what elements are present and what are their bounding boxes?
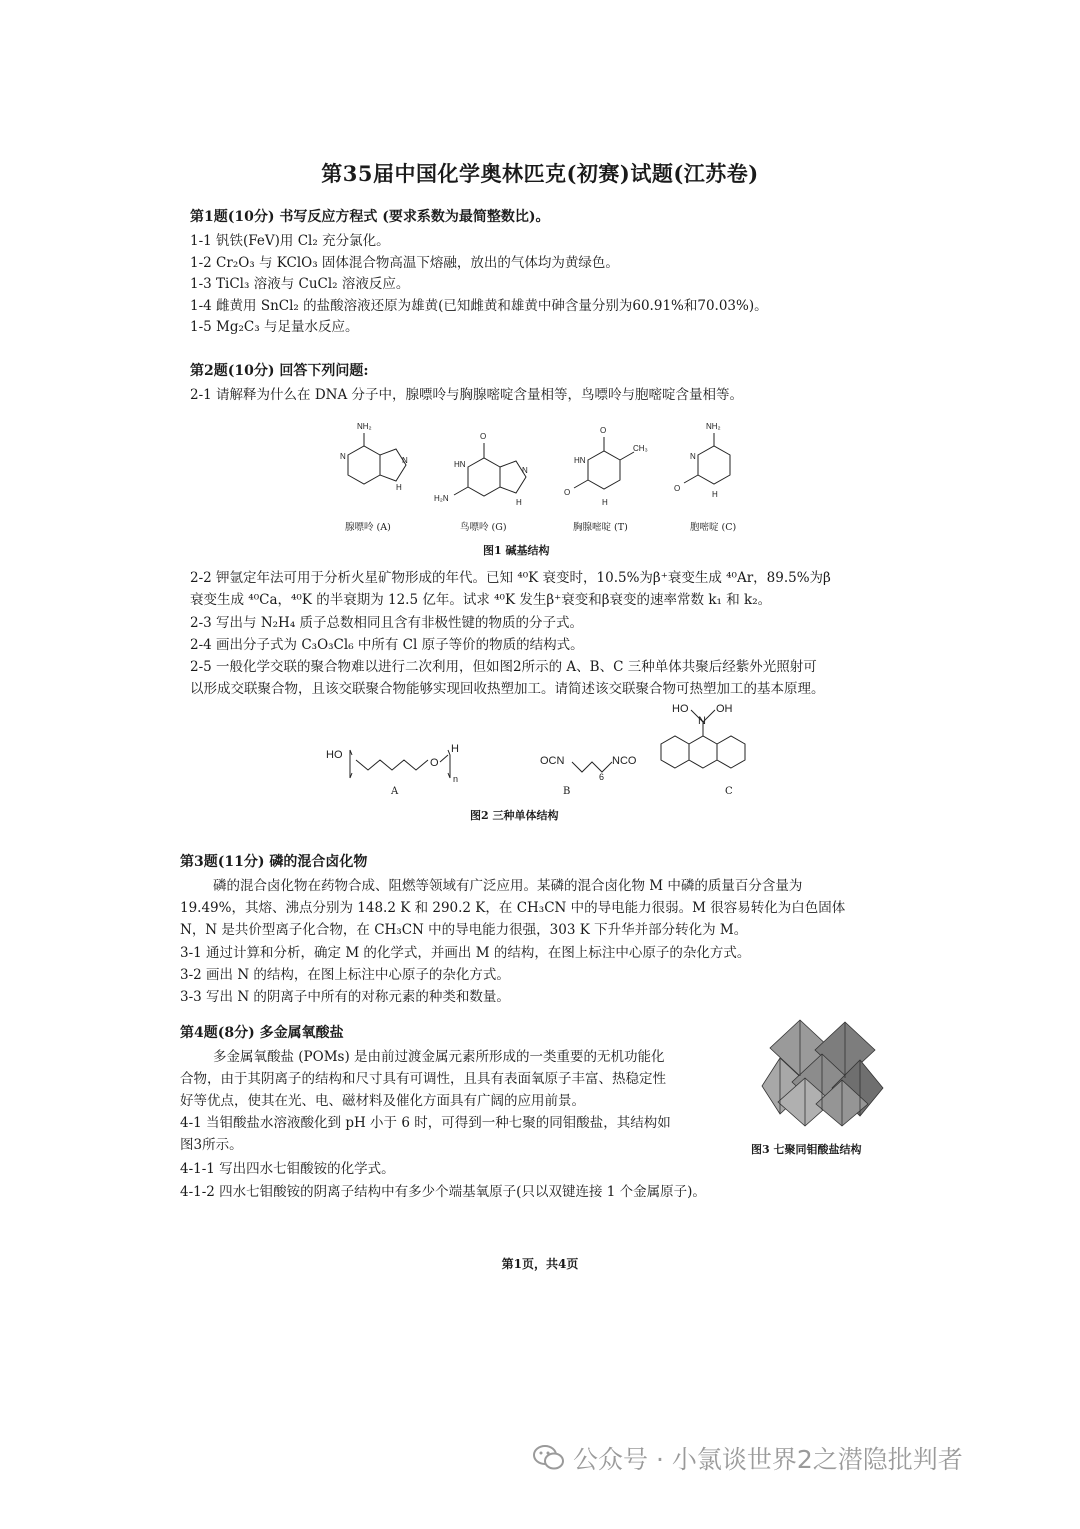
adenine-nh2: NH₂ xyxy=(357,422,372,431)
monomer-c-ho: HO xyxy=(672,703,689,715)
adenine-n2: N xyxy=(402,456,408,465)
q1-item-4: 1-4 雌黄用 SnCl₂ 的盐酸溶液还原为雄黄(已知雌黄和雄黄中砷含量分别为60.91%和70.03%)。 xyxy=(190,298,768,314)
guanine-h: H xyxy=(516,498,522,507)
monomer-a-ho: HO xyxy=(326,749,343,761)
q2-1-text: 2-1 请解释为什么在 DNA 分子中，腺嘌呤与胸腺嘧啶含量相等，鸟嘌呤与胞嘧啶含量相等。 xyxy=(190,387,743,403)
guanine-n: N xyxy=(522,466,528,475)
monomer-c-oh: OH xyxy=(716,703,733,715)
monomer-b-nco: NCO xyxy=(612,755,637,767)
wechat-icon xyxy=(533,1444,565,1472)
page-footer: 第1页，共4页 xyxy=(501,1257,579,1271)
cytosine-nh2: NH₂ xyxy=(706,422,721,431)
fig1-label-g: 鸟嘌呤 (G) xyxy=(460,522,507,533)
q4-para-1: 多金属氧酸盐 (POMs) 是由前过渡金属元素所形成的一类重要的无机功能化 xyxy=(213,1049,665,1065)
fig1-caption: 图1 碱基结构 xyxy=(483,544,550,557)
monomer-a-n: n xyxy=(453,774,459,784)
figure-1-base-structures xyxy=(320,415,750,535)
q2-3-text: 2-3 写出与 N₂H₄ 质子总数相同且含有非极性键的物质的分子式。 xyxy=(190,615,584,631)
thymine-o-top: O xyxy=(600,426,607,435)
q3-item-2: 3-2 画出 N 的结构，在图上标注中心原子的杂化方式。 xyxy=(180,967,510,983)
q4-heading: 第4题(8分) 多金属氧酸盐 xyxy=(180,1025,344,1041)
q3-para-3: N，N 是共价型离子化合物，在 CH₃CN 中的导电能力很强，303 K 下升华并部分转化为 M。 xyxy=(180,922,748,938)
q4-para-2: 合物，由于其阴离子的结构和尺寸具有可调性，且具有表面氧原子丰富、热稳定性 xyxy=(180,1071,666,1087)
thymine-hn: HN xyxy=(574,456,586,465)
q1-item-1: 1-1 钒铁(FeV)用 Cl₂ 充分氯化。 xyxy=(190,233,390,249)
fig1-label-c: 胞嘧啶 (C) xyxy=(690,522,737,533)
q2-2-text-a: 2-2 钾氩定年法可用于分析火星矿物形成的年代。已知 ⁴⁰K 衰变时，10.5%为β⁺衰变生成 ⁴⁰Ar，89.5%为β xyxy=(190,570,831,586)
q1-item-2: 1-2 Cr₂O₃ 与 KClO₃ 固体混合物高温下熔融，放出的气体均为黄绿色。 xyxy=(190,255,619,271)
fig1-label-a: 腺嘌呤 (A) xyxy=(345,522,391,533)
monomer-b-6: 6 xyxy=(599,772,605,782)
monomer-b-ocn: OCN xyxy=(540,755,565,767)
q4-para-3: 好等优点，使其在光、电、磁材料及催化方面具有广阔的应用前景。 xyxy=(180,1093,585,1109)
q3-item-3: 3-3 写出 N 的阴离子中所有的对称元素的种类和数量。 xyxy=(180,989,510,1005)
thymine-ch3: CH₃ xyxy=(633,444,648,453)
q2-5-text-b: 以形成交联聚合物，且该交联聚合物能够实现回收热塑加工。请简述该交联聚合物可热塑加工的基本原理。 xyxy=(190,681,825,697)
q1-item-3: 1-3 TiCl₃ 溶液与 CuCl₂ 溶液反应。 xyxy=(190,276,410,292)
q4-para-4: 4-1 当钼酸盐水溶液酸化到 pH 小于 6 时，可得到一种七聚的同钼酸盐，其结构如 xyxy=(180,1115,671,1131)
q3-para-2: 19.49%，其熔、沸点分别为 148.2 K 和 290.2 K，在 CH₃CN 中的导电能力很弱。M 很容易转化为白色固体 xyxy=(180,900,846,916)
thymine-h: H xyxy=(602,498,608,507)
thymine-o-bottom: O xyxy=(564,488,571,497)
fig2-label-b: B xyxy=(563,786,571,797)
q2-4-text: 2-4 画出分子式为 C₃O₃Cl₆ 中所有 Cl 原子等价的物质的结构式。 xyxy=(190,637,584,653)
guanine-h2n: H₂N xyxy=(434,494,449,503)
monomer-c-n: N xyxy=(698,715,706,727)
cytosine-h: H xyxy=(712,490,718,499)
cytosine-n: N xyxy=(690,452,696,461)
q3-item-1: 3-1 通过计算和分析，确定 M 的化学式，并画出 M 的结构，在图上标注中心原子的杂化方式。 xyxy=(180,945,751,961)
q3-heading: 第3题(11分) 磷的混合卤化物 xyxy=(180,854,368,870)
fig1-label-t: 胸腺嘧啶 (T) xyxy=(573,522,628,533)
q3-para-1: 磷的混合卤化物在药物合成、阻燃等领域有广泛应用。某磷的混合卤化物 M 中磷的质量百分含量为 xyxy=(213,878,803,894)
q2-5-text-a: 2-5 一般化学交联的聚合物难以进行二次利用，但如图2所示的 A、B、C 三种单体共聚后经紫外光照射可 xyxy=(190,659,817,675)
q4-1-1-text: 4-1-1 写出四水七钼酸铵的化学式。 xyxy=(180,1161,395,1177)
figure-3-heptamolybdate-structure xyxy=(760,1018,885,1128)
q1-item-5: 1-5 Mg₂C₃ 与足量水反应。 xyxy=(190,319,359,335)
figure-2-monomer-structures xyxy=(320,700,800,800)
q2-heading: 第2题(10分) 回答下列问题: xyxy=(190,363,369,379)
adenine-h: H xyxy=(396,483,402,492)
q1-heading: 第1题(10分) 书写反应方程式 (要求系数为最简整数比)。 xyxy=(190,209,550,225)
watermark-text: 公众号 · 小氯谈世界2之潜隐批判者 xyxy=(573,1445,963,1474)
q4-para-5: 图3所示。 xyxy=(180,1137,243,1153)
adenine-n1: N xyxy=(340,452,346,461)
cytosine-o: O xyxy=(674,484,681,493)
guanine-hn: HN xyxy=(454,460,466,469)
exam-title: 第35届中国化学奥林匹克(初赛)试题(江苏卷) xyxy=(321,161,759,186)
fig2-label-a: A xyxy=(391,786,399,797)
guanine-o: O xyxy=(480,432,487,441)
q4-1-2-text: 4-1-2 四水七钼酸铵的阴离子结构中有多少个端基氧原子(只以双键连接 1 个金属原子)。 xyxy=(180,1184,706,1200)
monomer-a-h: H xyxy=(451,743,459,755)
monomer-a-o: O xyxy=(430,757,439,769)
fig2-caption: 图2 三种单体结构 xyxy=(470,809,559,822)
watermark xyxy=(533,1440,963,1476)
q2-2-text-b: 衰变生成 ⁴⁰Ca，⁴⁰K 的半衰期为 12.5 亿年。试求 ⁴⁰K 发生β⁺衰变和β衰变的速率常数 k₁ 和 k₂。 xyxy=(190,592,772,608)
fig3-caption: 图3 七聚同钼酸盐结构 xyxy=(751,1143,862,1156)
fig2-label-c: C xyxy=(725,786,733,797)
